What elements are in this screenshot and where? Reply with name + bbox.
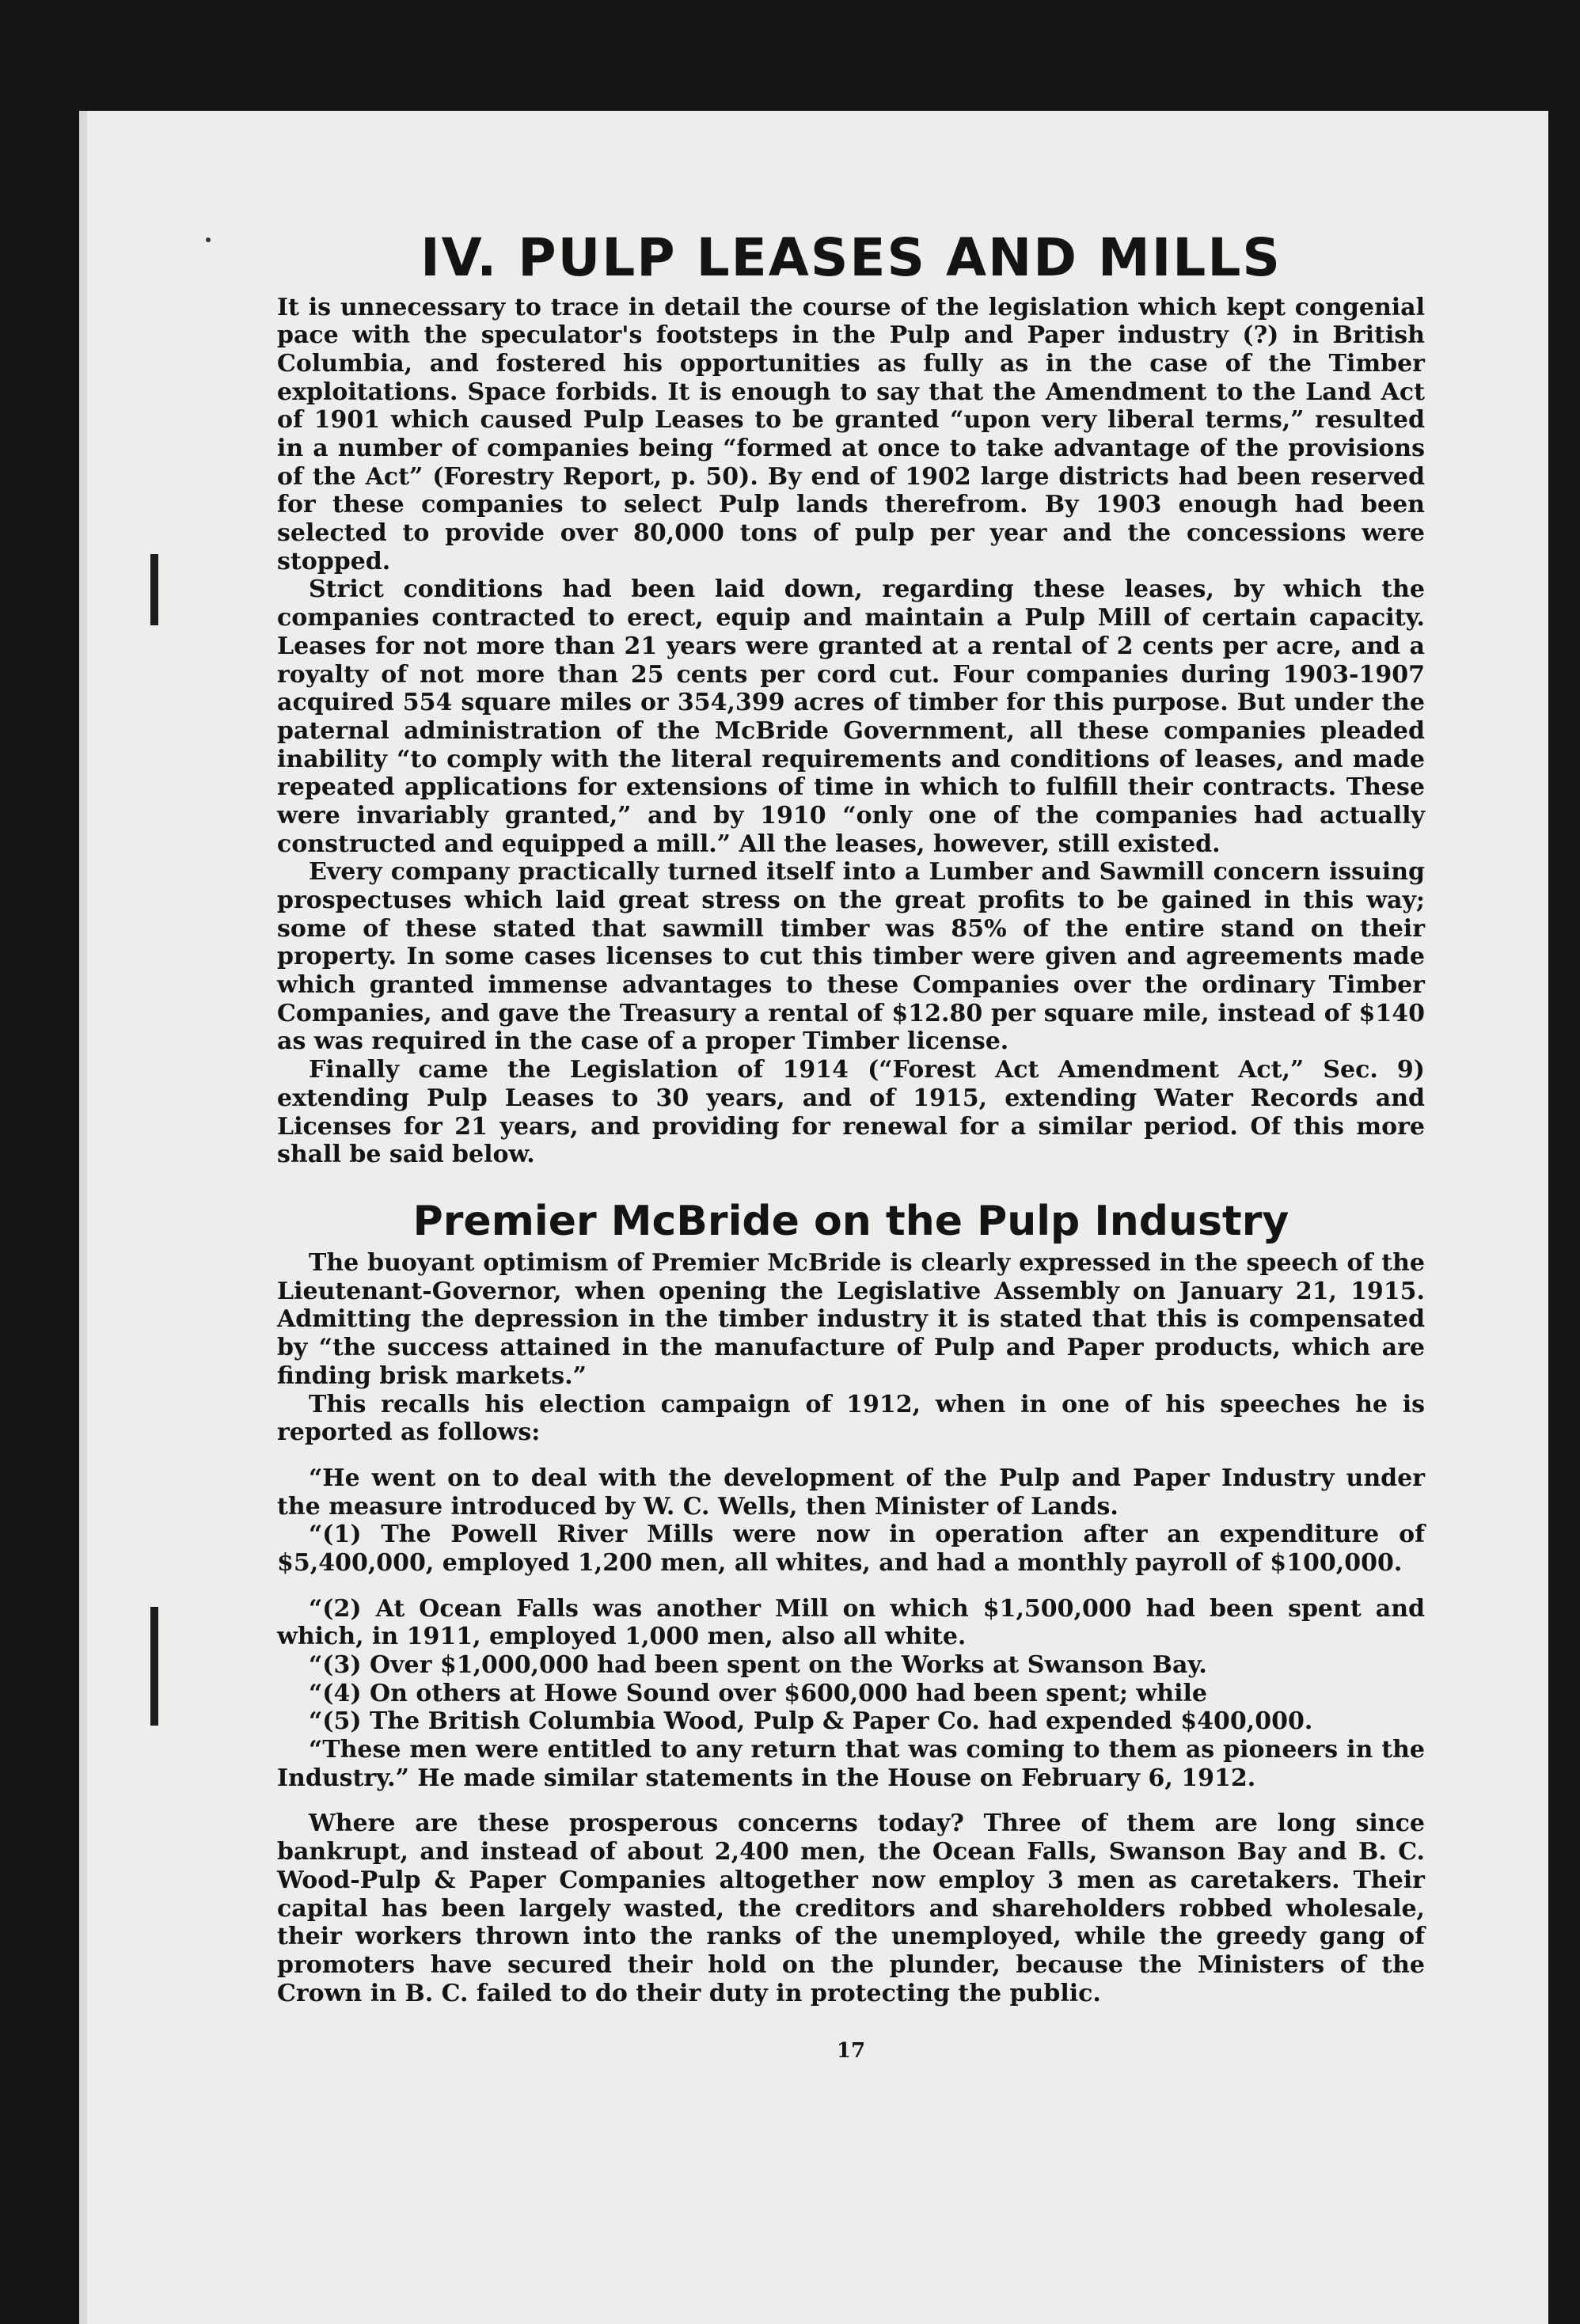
- paragraph: Every company practically turned itself into a Lumber and Sawmill concern issuing prospectuses which laid great stress on the great profits to be gained in this way; some of these stated that sawmill timber was 85% of the entire stand on their property. In some cases licenses to cut this timber were given and agreements made which granted immense advantages to these Companies over the ordinary Timber Companies, and gave the Treasury a rental of $12.80 per square mile, instead of $140 as was required in the case of a proper Timber license.: [277, 858, 1425, 1056]
- section-heading: IV. PULP LEASES AND MILLS: [420, 227, 1282, 288]
- subsection-heading: Premier McBride on the Pulp Industry: [412, 1197, 1289, 1245]
- quote-paragraph: “(3) Over $1,000,000 had been spent on the Works at Swanson Bay.: [309, 1651, 1207, 1680]
- paragraph: The buoyant optimism of Premier McBride is clearly expressed in the speech of the Lieutenant-Governor, when opening the Legislative Assembly on January 21, 1915. Admitting the depression in the timber industry it is stated that this is compensated by “the success attained in the manufacture of Pulp and Paper products, which are finding brisk markets.”: [277, 1249, 1425, 1390]
- paragraph: This recalls his election campaign of 1912, when in one of his speeches he is reported as follows:: [277, 1390, 1425, 1447]
- quote-paragraph: “(5) The British Columbia Wood, Pulp & Paper Co. had expended $400,000.: [309, 1707, 1313, 1736]
- book-page: [79, 111, 1548, 2324]
- page-content: [277, 227, 1425, 2064]
- paragraph: Where are these prosperous concerns today? Three of them are long since bankrupt, and instead of about 2,400 men, the Ocean Falls, Swanson Bay and B. C. Wood-Pulp & Paper Companies altogether now employ 3 men as caretakers. Their capital has been largely wasted, the creditors and shareholders robbed wholesale, their workers thrown into the ranks of the unemployed, while the greedy gang of promoters have secured their hold on the plunder, because the Ministers of the Crown in B. C. failed to do their duty in protecting the public.: [277, 1809, 1425, 2007]
- quote-paragraph: “(4) On others at Howe Sound over $600,000 had been spent; while: [309, 1679, 1207, 1707]
- paragraph: Finally came the Legislation of 1914 (“Forest Act Amendment Act,” Sec. 9) extending Pulp Leases to 30 years, and of 1915, extending Water Records and Licenses for 21 years, and providing for renewal for a similar period. Of this more shall be said below.: [277, 1056, 1425, 1169]
- paragraph: It is unnecessary to trace in detail the course of the legislation which kept congenial pace with the speculator's footsteps in the Pulp and Paper industry (?) in British Columbia, and fostered his opportunities as fully as in the case of the Timber exploitations. Space forbids. It is enough to say that the Amendment to the Land Act of 1901 which caused Pulp Leases to be granted “upon very liberal terms,” resulted in a number of companies being “formed at once to take advantage of the provisions of the Act” (Forestry Report, p. 50). By end of 1902 large districts had been reserved for these companies to select Pulp lands therefrom. By 1903 enough had been selected to provide over 80,000 tons of pulp per year and the concessions were stopped.: [277, 293, 1425, 575]
- quote-paragraph: “These men were entitled to any return that was coming to them as pioneers in the Industry.” He made similar statements in the House on February 6, 1912.: [277, 1736, 1425, 1792]
- quote-paragraph: “(1) The Powell River Mills were now in operation after an expenditure of $5,400,000, employed 1,200 men, all whites, and had a monthly payroll of $100,000.: [277, 1521, 1425, 1577]
- binding-mark: [150, 554, 158, 625]
- binding-mark: [150, 1607, 158, 1726]
- page-number: 17: [836, 2039, 866, 2064]
- page-speck: [206, 237, 211, 242]
- quote-paragraph: “(2) At Ocean Falls was another Mill on which $1,500,000 had been spent and which, in 1911, employed 1,000 men, also all white.: [277, 1594, 1425, 1651]
- paragraph: Strict conditions had been laid down, regarding these leases, by which the companies contracted to erect, equip and maintain a Pulp Mill of certain capacity. Leases for not more than 21 years were granted at a rental of 2 cents per acre, and a royalty of not more than 25 cents per cord cut. Four companies during 1903-1907 acquired 554 square miles or 354,399 acres of timber for this purpose. But under the paternal administration of the McBride Government, all these companies pleaded inability “to comply with the literal requirements and conditions of leases, and made repeated applications for extensions of time in which to fulfill their contracts. These were invariably granted,” and by 1910 “only one of the companies had actually constructed and equipped a mill.” All the leases, however, still existed.: [277, 575, 1425, 858]
- quote-paragraph: “He went on to deal with the development of the Pulp and Paper Industry under the measure introduced by W. C. Wells, then Minister of Lands.: [277, 1464, 1425, 1521]
